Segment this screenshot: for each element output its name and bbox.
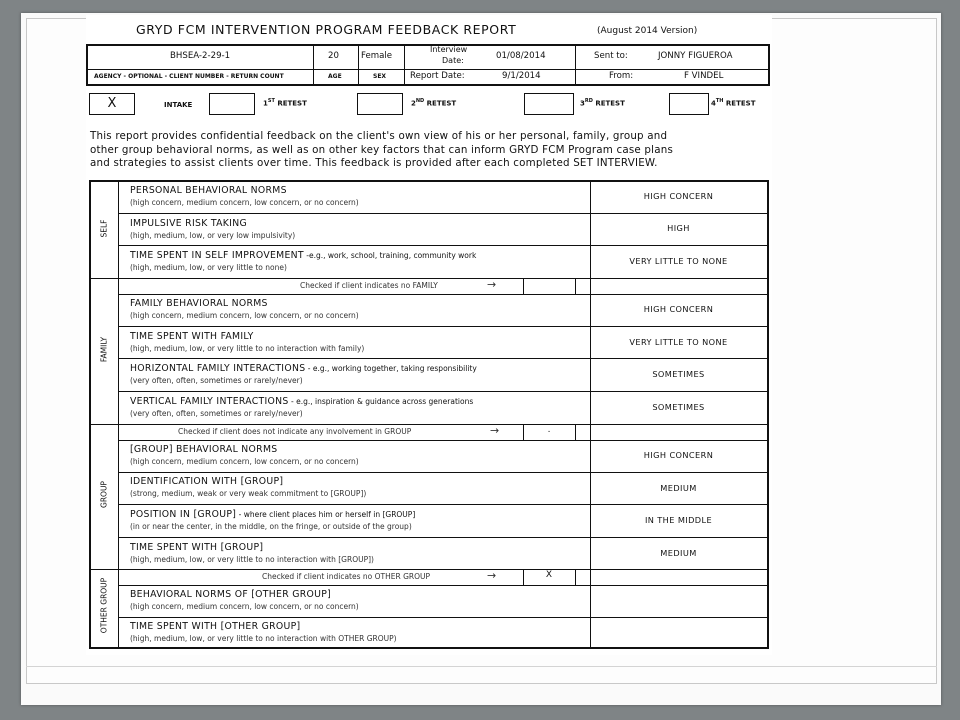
report-title: GRYD FCM INTERVENTION PROGRAM FEEDBACK REPORT [136,22,517,37]
self-improvement-sub: (high, medium, low, or very little to none) [130,263,287,272]
time-group-sub: (high, medium, low, or very little to no interaction with [GROUP]) [130,555,374,564]
age-label: AGE [328,73,342,80]
interview-date-label-2: Date: [442,56,464,65]
impulsive-value: HIGH [667,223,690,233]
time-family-value: VERY LITTLE TO NONE [629,337,728,347]
sent-to: JONNY FIGUEROA [658,51,733,61]
personal-norms-title: PERSONAL BEHAVIORAL NORMS [130,185,287,196]
other-norms-title: BEHAVIORAL NORMS OF [OTHER GROUP] [130,589,332,600]
retest3-label: 3RD RETEST [580,98,625,108]
identification-value: MEDIUM [660,483,697,493]
intake-label: INTAKE [164,101,193,109]
intake-checkbox[interactable]: X [89,93,135,115]
section-family: FAMILY [99,336,109,363]
vertical-sub: (very often, often, sometimes or rarely/never) [130,409,303,418]
report-version: (August 2014 Version) [597,26,698,36]
header-table [86,44,770,86]
group-check-arrow: → [490,424,500,437]
interview-date-label: Interview [430,45,468,54]
family-check-arrow: → [487,278,497,291]
impulsive-title: IMPULSIVE RISK TAKING [130,218,247,229]
other-check-label: Checked if client indicates no OTHER GROUP [262,572,431,581]
family-norms-title: FAMILY BEHAVIORAL NORMS [130,298,268,309]
identification-title: IDENTIFICATION WITH [GROUP] [130,476,284,487]
group-norms-sub: (high concern, medium concern, low concern, or no concern) [130,457,359,466]
personal-norms-sub: (high concern, medium concern, low concern, or no concern) [130,198,359,207]
group-norms-value: HIGH CONCERN [643,450,714,460]
sent-to-label: Sent to: [594,51,628,61]
retest4-checkbox[interactable] [669,93,709,115]
section-group: GROUP [99,481,109,508]
horizontal-sub: (very often, often, sometimes or rarely/never) [130,376,303,385]
sex-value: Female [361,51,393,61]
self-improvement-title: TIME SPENT IN SELF IMPROVEMENT -e.g., work, school, training, community work [130,250,477,261]
time-group-title: TIME SPENT WITH [GROUP] [130,542,264,553]
interview-date: 01/08/2014 [496,51,546,61]
impulsive-sub: (high, medium, low, or very low impulsivity) [130,231,296,240]
position-value: IN THE MIDDLE [644,515,713,525]
family-check-label: Checked if client indicates no FAMILY [300,281,438,290]
time-other-title: TIME SPENT WITH [OTHER GROUP] [130,621,301,632]
client-number-label: AGENCY - OPTIONAL - CLIENT NUMBER - RETURN COUNT [94,73,284,80]
report-date: 9/1/2014 [502,71,541,81]
vertical-value: SOMETIMES [652,402,705,412]
position-sub: (in or near the center, in the middle, on the fringe, or outside of the group) [130,522,412,531]
time-family-title: TIME SPENT WITH FAMILY [130,331,254,342]
divider [26,666,937,667]
sex-label: SEX [373,73,387,80]
retest2-label: 2ND RETEST [411,98,457,108]
time-family-sub: (high, medium, low, or very little to no interaction with family) [130,344,365,353]
vertical-title: VERTICAL FAMILY INTERACTIONS - e.g., inspiration & guidance across generations [130,396,474,407]
group-check-box[interactable]: . [547,425,551,435]
other-check-arrow: → [487,569,497,582]
time-other-sub: (high, medium, low, or very little to no interaction with OTHER GROUP) [130,634,397,643]
identification-sub: (strong, medium, weak or very weak commitment to [GROUP]) [130,489,367,498]
self-improvement-value: VERY LITTLE TO NONE [629,256,728,266]
retest1-checkbox[interactable] [209,93,255,115]
group-check-label: Checked if client does not indicate any involvement in GROUP [178,427,412,436]
retest1-label: 1ST RETEST [263,98,307,108]
family-norms-sub: (high concern, medium concern, low concern, or no concern) [130,311,359,320]
time-group-value: MEDIUM [660,548,697,558]
section-other-group: OTHER GROUP [99,577,109,634]
retest3-checkbox[interactable] [524,93,574,115]
from-value: F VINDEL [684,71,724,81]
other-check-box[interactable]: X [545,570,553,580]
group-norms-title: [GROUP] BEHAVIORAL NORMS [130,444,278,455]
age-value: 20 [328,51,339,61]
intro-paragraph: This report provides confidential feedback on the client's own view of his or her personal, family, group and other group behavioral norms, as well as on other key factors that can inform GRYD FCM Program case plans and strategies to assist clients over time. This feedback is provided after each completed SET INTERVIEW. [90,130,674,169]
other-norms-sub: (high concern, medium concern, low concern, or no concern) [130,602,359,611]
horizontal-title: HORIZONTAL FAMILY INTERACTIONS - e.g., working together, taking responsibility [130,363,477,374]
family-norms-value: HIGH CONCERN [643,304,714,314]
retest4-label: 4TH RETEST [711,98,756,108]
from-label: From: [609,71,634,81]
client-number: BHSEA-2-29-1 [170,51,231,61]
section-self: SELF [99,219,109,238]
retest2-checkbox[interactable] [357,93,403,115]
horizontal-value: SOMETIMES [652,369,705,379]
personal-norms-value: HIGH CONCERN [643,191,714,201]
report-date-label: Report Date: [410,71,465,81]
position-title: POSITION IN [GROUP] - where client places him or herself in [GROUP] [130,509,416,520]
